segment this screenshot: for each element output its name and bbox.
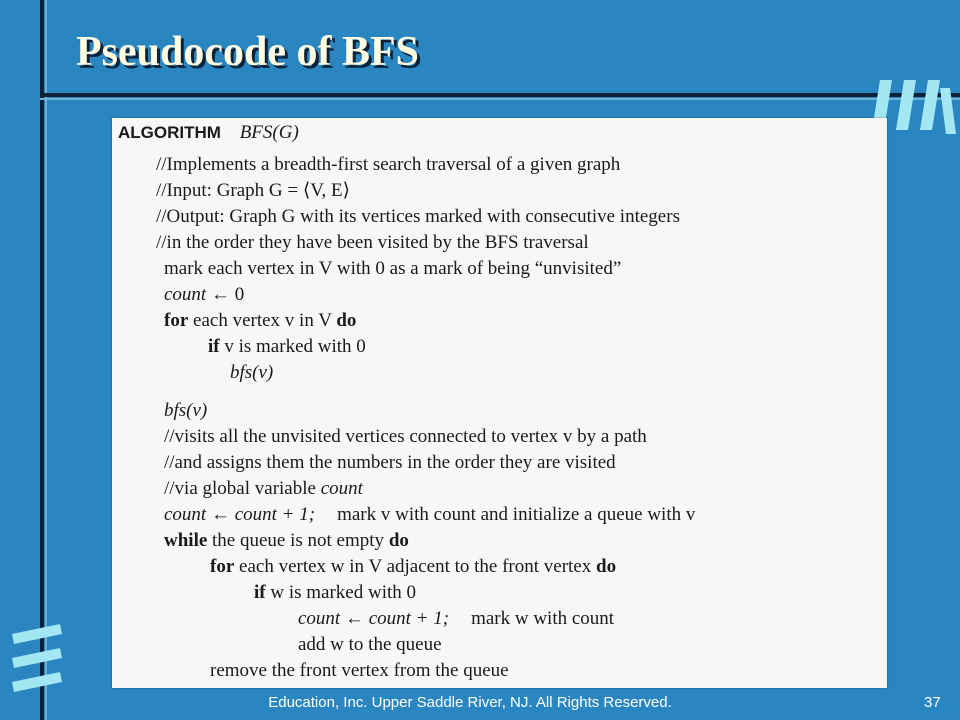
procedure-while-loop [164, 530, 409, 552]
while-keyword: while [164, 530, 208, 551]
inner-if-condition: w is marked with 0 [265, 582, 417, 603]
procedure-comment-1: //visits all the unvisited vertices connected to vertex v by a path [164, 426, 647, 447]
algorithm-count-init [164, 284, 244, 306]
algorithm-comment-4: //in the order they have been visited by the BFS traversal [156, 232, 589, 253]
inner-if-keyword: if [254, 582, 266, 603]
algorithm-header [118, 122, 299, 144]
while-condition: the queue is not empty [207, 530, 389, 551]
frame-horizontal-highlight [40, 98, 960, 100]
slide-footer: Education, Inc. Upper Saddle River, NJ. All Rights Reserved. [268, 694, 672, 711]
procedure-remove-front: remove the front vertex from the queue [210, 660, 509, 681]
algorithm-if-line [208, 336, 366, 358]
if-condition: v is marked with 0 [219, 336, 366, 357]
inner-for-condition: each vertex w in V adjacent to the front vertex [234, 556, 597, 577]
for-keyword: for [164, 310, 189, 331]
algorithm-mark-line: mark each vertex in V with 0 as a mark of being “unvisited” [164, 258, 622, 279]
procedure-count-step [164, 504, 695, 526]
algorithm-keyword: ALGORITHM [118, 123, 221, 142]
mark-and-queue-init: mark v with count and initialize a queue with v [337, 504, 696, 525]
procedure-comment-2: //and assigns them the numbers in the order they are visited [164, 452, 616, 473]
procedure-add-queue: add w to the queue [298, 634, 442, 655]
stripes-decoration-bottom-icon [8, 620, 70, 700]
algorithm-comment-2: //Input: Graph G = ⟨V, E⟩ [156, 180, 351, 201]
count-assignment: ← 0 [206, 284, 245, 305]
algorithm-name: BFS(G) [239, 122, 299, 143]
procedure-comment-3 [164, 478, 363, 500]
while-do-keyword: do [388, 530, 409, 551]
algorithm-call-bfs: bfs(v) [230, 362, 274, 383]
procedure-comment-3-var: count [320, 478, 363, 499]
frame-vertical-line [40, 0, 44, 720]
procedure-inner-count [298, 608, 614, 630]
procedure-if-line [254, 582, 416, 604]
count-increment: count ← count + 1; [164, 504, 316, 525]
inner-mark: mark w with count [471, 608, 615, 629]
if-keyword: if [208, 336, 220, 357]
frame-vertical-highlight [45, 0, 47, 720]
slide-title: Pseudocode of BFS [76, 29, 420, 75]
procedure-comment-3-text: //via global variable [164, 478, 321, 499]
inner-for-keyword: for [210, 556, 235, 577]
for-condition: each vertex v in V [188, 310, 337, 331]
inner-for-do-keyword: do [596, 556, 617, 577]
algorithm-comment-1: //Implements a breadth-first search traversal of a given graph [156, 154, 621, 175]
procedure-for-loop [210, 556, 616, 578]
procedure-name: bfs(v) [164, 400, 208, 421]
count-variable: count [164, 284, 207, 305]
frame-horizontal-line [40, 93, 960, 97]
do-keyword: do [336, 310, 357, 331]
inner-count-increment: count ← count + 1; [298, 608, 450, 629]
algorithm-comment-3: //Output: Graph G with its vertices marked with consecutive integers [156, 206, 680, 227]
page-number: 37 [924, 694, 941, 711]
algorithm-for-loop [164, 310, 356, 332]
scanned-algorithm-image [112, 118, 887, 688]
